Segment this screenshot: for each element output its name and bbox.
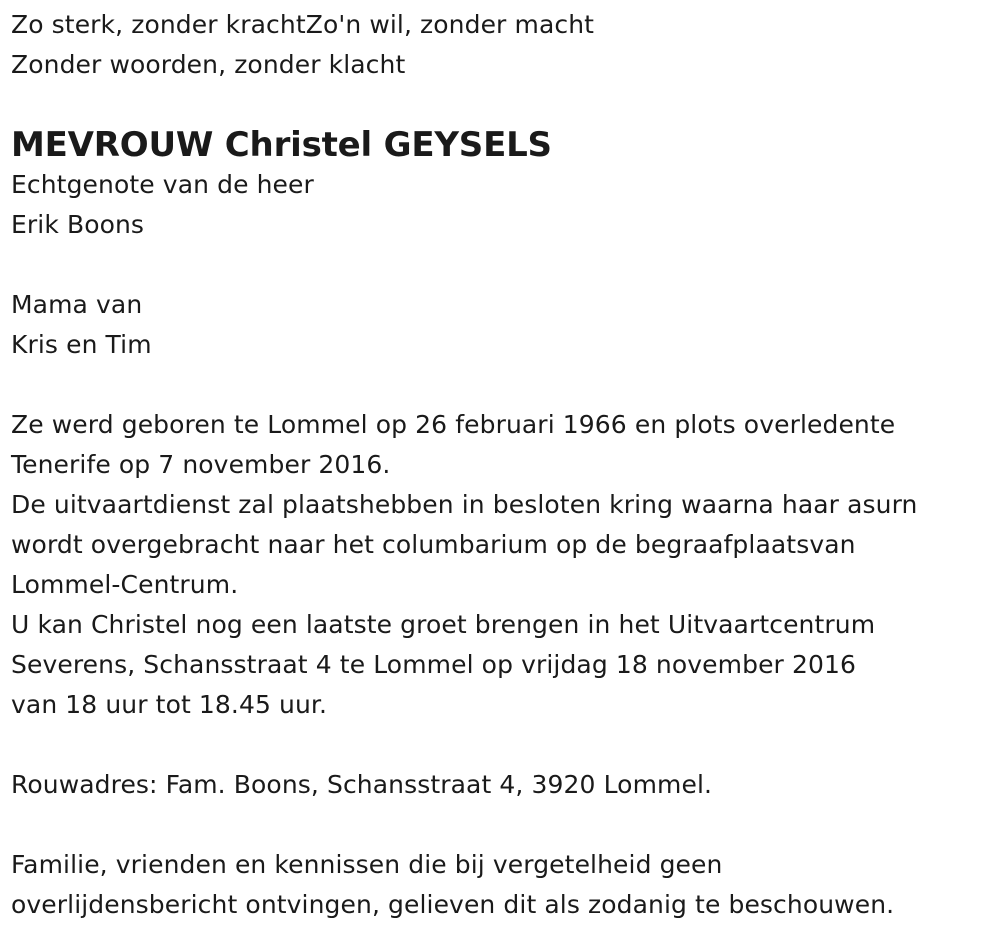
details-line: Lommel-Centrum. [11,570,239,599]
children-block [11,285,991,365]
mourning-address: Rouwadres: Fam. Boons, Schansstraat 4, 3920 Lommel. [11,770,713,799]
address-block [11,765,991,805]
spacer [11,725,991,765]
children-label: Mama van [11,290,143,319]
spouse-block [11,165,991,245]
closing-line: overlijdensbericht ontvingen, gelieven dit als zodanig te beschouwen. [11,890,895,919]
spouse-label: Echtgenote van de heer [11,170,314,199]
details-line: U kan Christel nog een laatste groet brengen in het Uitvaartcentrum [11,610,876,639]
poem [11,5,991,85]
spacer [11,805,991,845]
closing-line: Familie, vrienden en kennissen die bij vergetelheid geen [11,850,723,879]
details-line: Ze werd geboren te Lommel op 26 februari 1966 en plots overledente [11,410,896,439]
spacer [11,365,991,405]
details-line: Tenerife op 7 november 2016. [11,450,391,479]
details-line: van 18 uur tot 18.45 uur. [11,690,328,719]
details-line: De uitvaartdienst zal plaatshebben in besloten kring waarna haar asurn [11,490,918,519]
spacer [11,245,991,285]
children-names: Kris en Tim [11,330,152,359]
details-block [11,405,991,725]
poem-line-2: Zonder woorden, zonder klacht [11,50,406,79]
details-line: wordt overgebracht naar het columbarium op de begraafplaatsvan [11,530,856,559]
closing-block [11,845,991,925]
obituary-notice [11,0,991,925]
details-line: Severens, Schansstraat 4 te Lommel op vrijdag 18 november 2016 [11,650,856,679]
spouse-name: Erik Boons [11,210,145,239]
poem-line-1: Zo sterk, zonder krachtZo'n wil, zonder macht [11,10,595,39]
deceased-name: MEVROUW Christel GEYSELS [11,125,552,165]
